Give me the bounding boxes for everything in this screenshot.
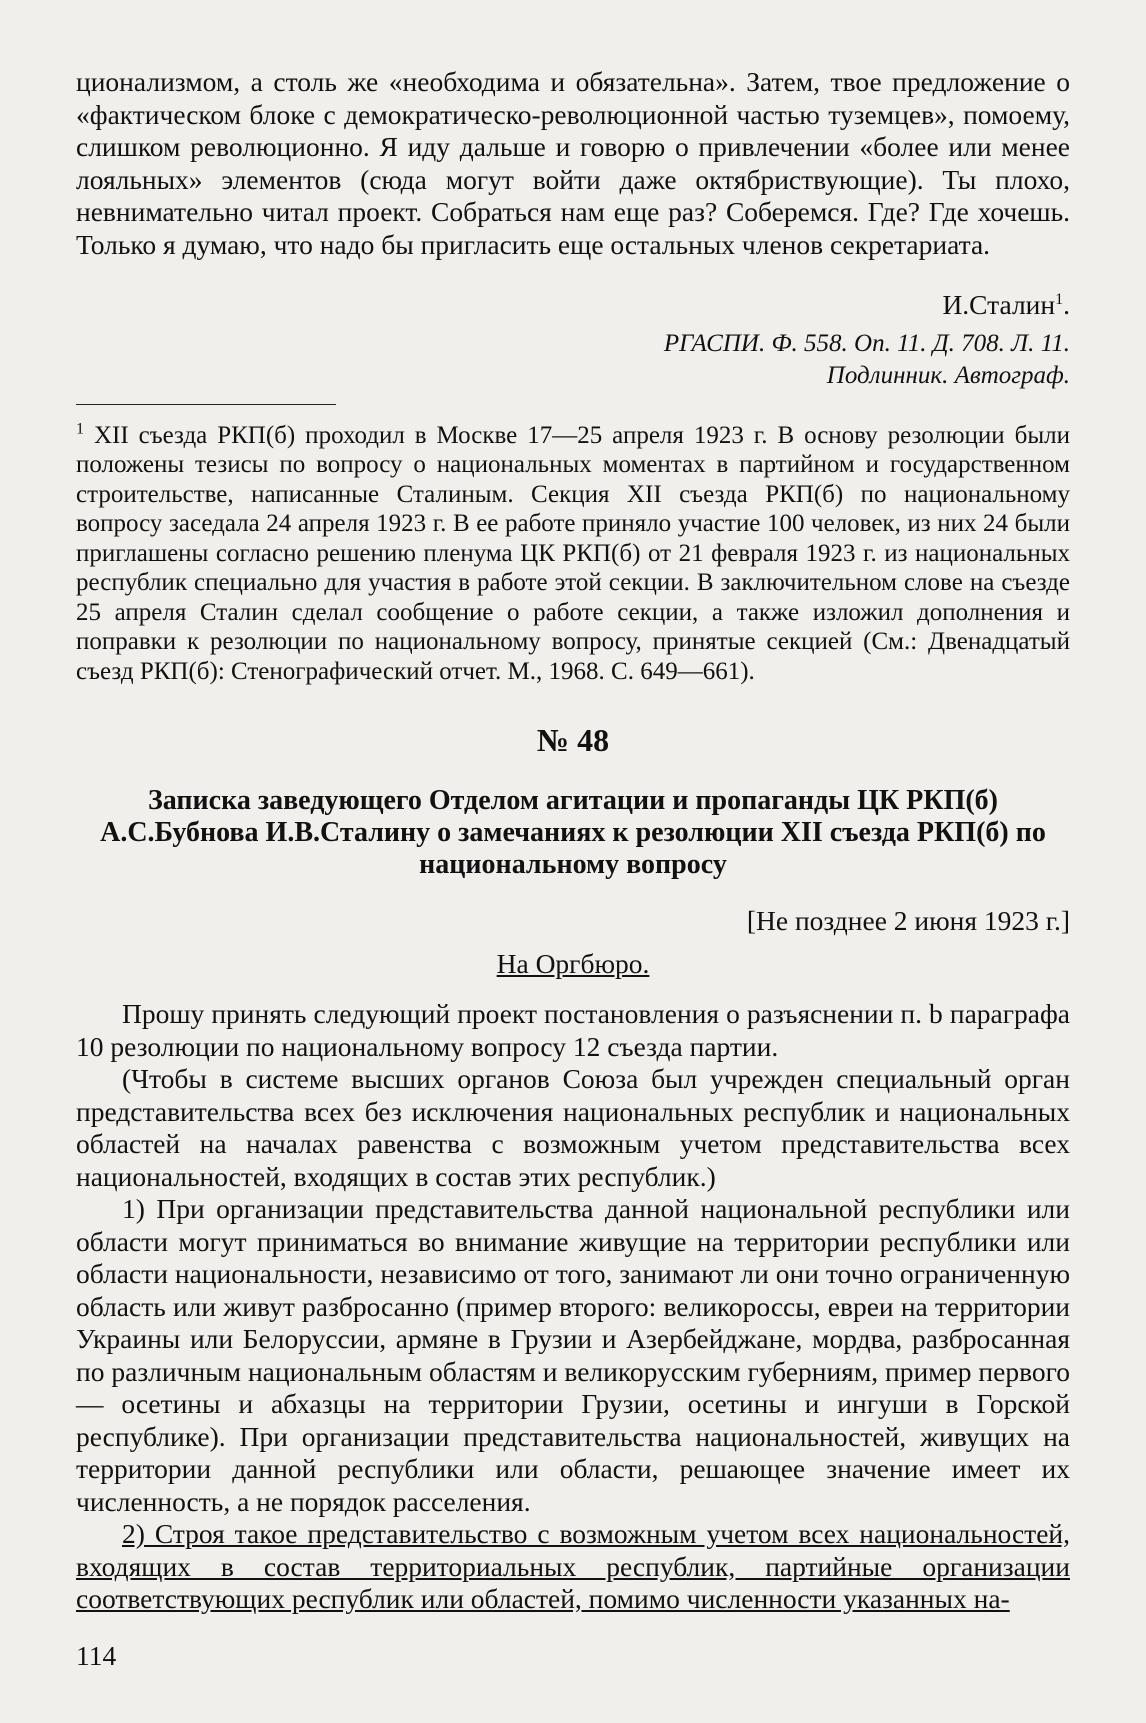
request-paragraph: Прошу принять следующий проект постановления о разъяснении п. b параграфа 10 резолюции по национальному вопросу 12 съезда партии. [76,998,1070,1062]
footnote-divider [76,404,336,405]
document-number: № 48 [536,722,610,758]
addressee: На Оргбюро. [496,947,650,979]
document-title: Записка заведующего Отделом агитации и пропаганды ЦК РКП(б) А.С.Бубнова И.В.Сталину о замечаниях к резолюции XII съезда РКП(б) по национальному вопросу [100,785,1046,880]
document-date: [Не позднее 2 июня 1923 г.] [746,905,1070,936]
point-2-paragraph: 2) Строя такое представительство с возможным учетом всех национальностей, входящих в состав территориальных республик, партийные организации соответствующих республик или областей, помимо численности указанных на- [76,1518,1070,1614]
parenthetical-paragraph: (Чтобы в системе высших органов Союза был учрежден специальный орган представительства всех без исключения национальных республик и национальных областей на началах равенства с возможным учетом представительства всех национальностей, входящих в состав этих республик.) [76,1063,1070,1192]
footnote-number: 1 [76,420,84,438]
signature: И.Сталин$^1$. [942,289,1070,320]
point-1-paragraph: 1) При организации представительства данной национальной республики или области могут приниматься во внимание живущие на территории республики или области национальности, независимо от того, занимают ли они точно ограниченную область или живут разбросанно (пример второго: великороссы, евреи на территории Украины или Белоруссии, армяне в Грузии и Азербейджане, мордва, разбросанная по различным национальным областям и великорусским губерниям, пример первого — осетины и абхазцы на территории Грузии, осетины и ингуши в Горской республике). При организации представительства национальностей, живущих на территории данной республики или области, решающее значение имеет их численность, а не порядок расселения. [76,1193,1070,1517]
page-number: 114 [76,1640,117,1671]
footnote-mark: 1 [1055,290,1064,308]
archive-reference: РГАСПИ. Ф. 558. Оп. 11. Д. 708. Л. 11. [663,329,1070,357]
footnote: $^1$ XII съезда РКП(б) проходил в Москве 17—25 апреля 1923 г. В основу резолюции были положены тезисы по вопросу о национальных моментах в партийном и государственном строительстве, написанные Сталиным. Секция XII съезда РКП(б) по национальному вопросу заседала 24 апреля 1923 г. В ее работе приняло участие 100 человек, из них 24 были приглашены согласно решению пленума ЦК РКП(б) от 21 февраля 1923 г. из национальных республик специально для участия в работе этой секции. В заключительном слове на съезде 25 апреля Сталин сделал сообщение о работе секции, а также изложил дополнения и поправки к резолюции по национальному вопросу, принятые секцией (См.: Двенадцатый съезд РКП(б): Стенографический отчет. М., 1968. С. 649—661). [76,420,1070,685]
archive-note: Подлинник. Автограф. [826,361,1070,389]
letter-paragraph: ционализмом, а столь же «необходима и обязательна». Затем, твое предложение о «фактическом блоке с демократическо-революционной частью туземцев», помоему, слишком революционно. Я иду дальше и говорю о привлечении «более или менее лояльных» элементов (сюда могут войти даже октябриствующие). Ты плохо, невнимательно читал проект. Собраться нам еще раз? Соберемся. Где? Где хочешь. Только я думаю, что надо бы пригласить еще остальных членов секретариата. [76,66,1070,260]
